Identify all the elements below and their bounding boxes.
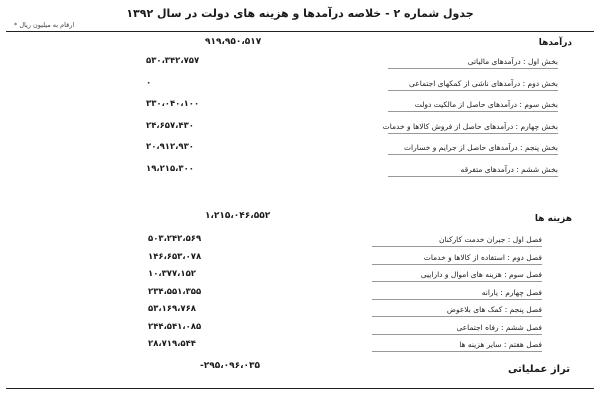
row-value: ۲۴،۶۵۷،۴۳۰ [146,120,194,131]
row-label: فصل ششم : رفاه اجتماعی [456,322,542,332]
row-underline [388,154,558,155]
row-value: ۱۰،۳۷۷،۱۵۲ [148,269,196,279]
row-value: ۱۹،۲۱۵،۳۰۰ [146,163,194,174]
row-value: ۱۴۶،۶۵۳،۰۷۸ [148,251,202,262]
row-underline [388,133,558,134]
row-underline [388,111,558,112]
row-label: بخش چهارم : درآمدهای حاصل از فروش کالاها و خدمات [382,121,558,131]
row-underline [372,264,542,265]
row-label: بخش سوم : درآمدهای حاصل از مالکیت دولت [414,100,558,109]
row-value: ۳۳۰،۰۴۰،۱۰۰ [146,99,200,109]
row-underline [372,281,542,282]
row-value: ۲۴۴،۵۴۱،۰۸۵ [148,321,202,332]
row-underline [388,68,558,69]
row-underline [372,246,542,247]
revenues-heading: درآمدها [538,38,572,48]
row-value: ۲۳۴،۵۵۱،۳۵۵ [148,286,202,297]
row-value: ۵۰۳،۲۴۲،۵۶۹ [148,234,202,244]
top-rule [6,31,594,32]
row-underline [372,334,542,335]
row-value: ۰ [146,77,152,88]
row-underline [388,176,558,177]
expenses-heading: هزینه ها [534,214,572,224]
operating-balance-value: -۲۹۵،۰۹۶،۰۳۵ [200,361,261,371]
document-title: جدول شماره ۲ - خلاصه درآمدها و هزینه های دولت در سال ۱۳۹۲ [126,7,474,20]
row-label: فصل سوم : هزینه های اموال و داراییی [420,270,542,279]
row-label: بخش دوم : درآمدهای ناشی از کمکهای اجتماعی [408,78,558,88]
row-underline [372,316,542,317]
row-underline [372,351,542,352]
row-label: بخش اول : درآمدهای مالیاتی [467,57,558,66]
operating-balance-heading: تراز عملیاتی [508,364,570,375]
bottom-rule [6,388,594,389]
row-label: بخش ششم : درآمدهای متفرقه [460,164,558,174]
row-underline [388,90,558,91]
row-value: ۵۳۰،۳۴۲،۷۵۷ [146,56,200,66]
expenses-total: ۱،۲۱۵،۰۴۶،۵۵۲ [205,211,271,221]
row-underline [372,299,542,300]
row-label: فصل اول : جبران خدمت کارکنان [438,235,542,244]
revenues-total: ۹۱۹،۹۵۰،۵۱۷ [205,37,262,47]
row-label: فصل چهارم : یارانه [481,287,542,297]
row-value: ۵۳،۱۶۹،۷۶۸ [148,304,196,314]
row-label: فصل پنجم : کمک های بلاعوض [446,305,542,314]
unit-note: ارقام به میلیون ریال * [14,21,75,29]
row-value: ۲۰،۹۱۲،۹۳۰ [146,142,194,152]
row-label: فصل دوم : استفاده از کالاها و خدمات [423,252,542,262]
row-value: ۲۸،۷۱۹،۵۴۴ [148,339,196,349]
row-label: فصل هفتم : سایر هزینه ها [459,340,542,349]
row-label: بخش پنجم : درآمدهای حاصل از جرایم و خسارات [404,143,558,152]
